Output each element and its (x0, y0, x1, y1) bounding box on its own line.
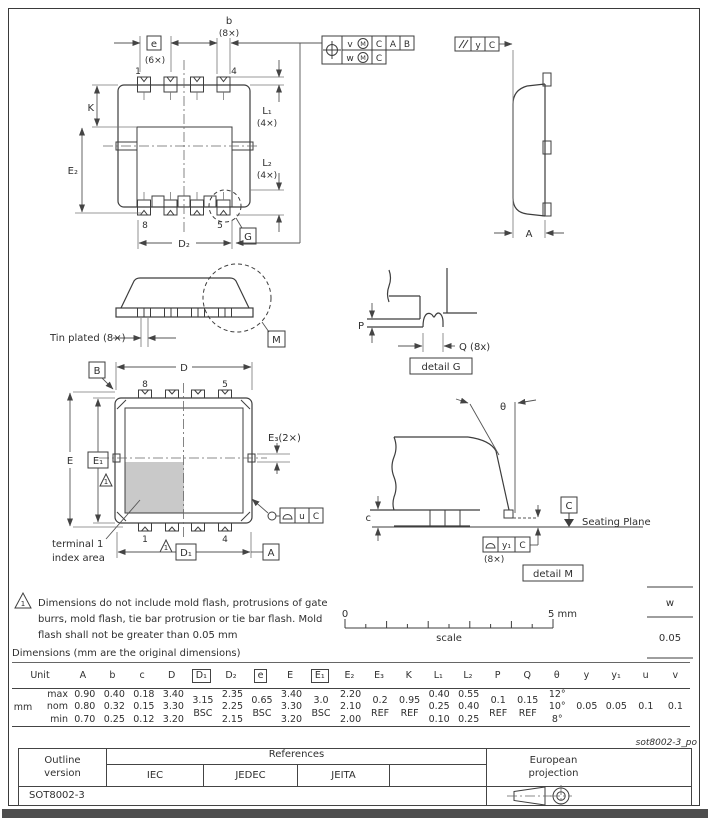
label-L2: L₂ (262, 158, 272, 169)
column-values-E₁: 3.0 BSC (311, 695, 331, 719)
column-header-D₁: D₁ (187, 669, 217, 683)
w-column-value: 0.05 (658, 633, 682, 644)
column-values-A: 0.90 0.80 0.70 (74, 689, 96, 725)
column-values-E₂: 2.20 2.10 2.00 (339, 689, 362, 725)
top-view-pin5: 5 (217, 221, 223, 231)
label-P: P (357, 321, 364, 332)
bottom-view-pin5: 5 (222, 380, 228, 390)
note-line-2: burrs, mold flash, tie bar protrusion or tie bar flash. Mold (38, 614, 323, 625)
column-header-D₂: D₂ (225, 670, 237, 681)
column-header-u: u (642, 670, 649, 681)
column-values-c: 0.18 0.15 0.12 (133, 689, 155, 725)
svg-text:1: 1 (103, 478, 109, 486)
svg-text:1: 1 (20, 600, 26, 608)
frame-y1c: C (519, 541, 526, 551)
bottom-view-pin8: 8 (142, 380, 148, 390)
label-y1-count: (8×) (484, 555, 505, 565)
label-D1: D₁ (180, 548, 192, 559)
reference-table-header-rule (19, 786, 691, 787)
terminal-1-label-line1: terminal 1 (52, 539, 104, 550)
column-header-e: e (246, 669, 276, 683)
label-D: D (180, 363, 188, 374)
outline-version-line2: version (44, 767, 81, 779)
label-Q: Q (8x) (459, 342, 491, 353)
column-header-D: D (168, 670, 176, 681)
datum-A-label: A (267, 548, 275, 559)
label-D2: D₂ (178, 239, 190, 250)
column-header-θ: θ (553, 670, 560, 681)
projection-line2: projection (528, 767, 579, 779)
w-column-header: w (665, 598, 675, 609)
references-header: References (107, 749, 486, 765)
ref-jedec: JEDEC (204, 765, 298, 786)
svg-text:M: M (360, 40, 366, 48)
scale-zero: 0 (341, 609, 349, 620)
dimensions-note: Dimensions (mm are the original dimensions) (12, 648, 241, 659)
frame-y: y (475, 41, 481, 51)
column-header-b: b (109, 670, 116, 681)
references-subrow (107, 765, 486, 786)
outline-version-value: SOT8002-3 (29, 790, 85, 801)
footer-bar (2, 809, 708, 818)
column-header-P: P (494, 670, 501, 681)
detail-m-caption: detail M (533, 569, 573, 580)
column-header-E₂: E₂ (344, 670, 355, 681)
frame-c1: C (375, 40, 383, 50)
column-values-D₂: 2.35 2.25 2.15 (221, 689, 243, 725)
column-values-y₁: 0.05 (605, 701, 627, 713)
label-e-count: (6×) (144, 56, 166, 66)
frame-yc: C (488, 41, 496, 51)
column-values-b: 0.40 0.32 0.25 (103, 689, 125, 725)
frame-uc: C (312, 512, 320, 522)
label-L1-count: (4×) (256, 119, 278, 129)
top-view-pin1: 1 (135, 67, 141, 77)
column-header-y₁: y₁ (611, 670, 621, 681)
table-bottom-rule (12, 726, 690, 727)
seating-plane-label: Seating Plane (582, 517, 651, 528)
column-header-Q: Q (523, 670, 531, 681)
column-header-A: A (79, 670, 87, 681)
column-header-E: E (287, 670, 294, 681)
column-values-y: 0.05 (576, 701, 598, 713)
column-header-K: K (405, 670, 412, 681)
terminal-1-label-line2: index area (52, 553, 105, 564)
label-A-side: A (525, 229, 533, 240)
bottom-view-pin4: 4 (222, 535, 228, 545)
outline-version-header (19, 749, 107, 786)
label-theta: θ (499, 402, 507, 413)
scale-five: 5 mm (548, 609, 578, 620)
frame-w: w (346, 54, 354, 64)
ref-jeita: JEITA (298, 765, 390, 786)
note-line-1: Dimensions do not include mold flash, protrusions of gate (38, 598, 328, 609)
unit-value: mm (13, 702, 33, 713)
column-header-c: c (139, 670, 145, 681)
row-labels: max nom min (46, 689, 68, 725)
column-values-L₁: 0.40 0.25 0.10 (428, 689, 450, 725)
label-K: K (87, 103, 94, 114)
label-c: c (365, 513, 371, 524)
doc-code: sot8002-3_po (635, 738, 697, 748)
frame-y1: y₁ (502, 541, 511, 551)
ref-iec: IEC (107, 765, 204, 786)
label-b: b (225, 16, 233, 27)
column-values-θ: 12° 10° 8° (548, 689, 566, 725)
column-values-D: 3.40 3.30 3.20 (162, 689, 184, 725)
label-E: E (66, 456, 74, 467)
column-values-E₃: 0.2 REF (371, 695, 390, 719)
outline-version-line1: Outline (44, 755, 81, 766)
detail-g-caption: detail G (421, 362, 461, 373)
frame-b: B (403, 40, 411, 50)
datum-C-label: C (565, 501, 573, 512)
column-header-L₂: L₂ (463, 670, 473, 681)
projection-line1: European (529, 755, 578, 766)
svg-text:M: M (360, 54, 366, 62)
column-values-L₂: 0.55 0.40 0.25 (458, 689, 480, 725)
column-values-P: 0.1 REF (489, 695, 508, 719)
label-L1: L₁ (262, 106, 272, 117)
unit-header: Unit (30, 670, 50, 681)
column-values-u: 0.1 (638, 701, 654, 713)
frame-a: A (389, 40, 397, 50)
column-header-y: y (583, 670, 590, 681)
dimension-table-value-row (12, 689, 690, 726)
detail-m-callout-label: M (272, 335, 281, 346)
column-header-L₁: L₁ (433, 670, 443, 681)
label-E2: E₂ (67, 166, 78, 177)
label-E3: E₃(2×) (268, 433, 301, 444)
column-values-Q: 0.15 REF (517, 695, 539, 719)
label-b-count: (8×) (218, 29, 240, 39)
datum-B-label: B (93, 366, 101, 377)
top-view-pin8: 8 (142, 221, 148, 231)
european-projection-header (486, 749, 691, 786)
frame-c2: C (375, 54, 383, 64)
tin-plated-label: Tin plated (8×) (50, 333, 126, 344)
column-header-v: v (672, 670, 679, 681)
column-values-e: 0.65 BSC (251, 695, 273, 719)
column-header-E₃: E₃ (374, 670, 384, 681)
dimension-table-header-row (12, 663, 690, 688)
dimension-table (12, 662, 690, 727)
column-values-K: 0.95 REF (399, 695, 421, 719)
label-e: e (150, 39, 158, 50)
frame-u: u (299, 512, 305, 522)
frame-v: v (347, 40, 353, 50)
ref-empty (390, 765, 486, 786)
datum-G-label: G (244, 232, 252, 243)
bottom-view-pin1: 1 (142, 535, 148, 545)
svg-text:1: 1 (163, 544, 169, 552)
label-L2-count: (4×) (256, 171, 278, 181)
note-line-3: flash shall not be greater than 0.05 mm (38, 630, 238, 641)
label-E1: E₁ (92, 456, 104, 467)
column-values-D₁: 3.15 BSC (192, 695, 214, 719)
column-values-v: 0.1 (667, 701, 683, 713)
column-header-E₁: E₁ (305, 669, 335, 683)
reference-table (18, 748, 692, 806)
column-values-E: 3.40 3.30 3.20 (280, 689, 303, 725)
top-view-pin4: 4 (231, 67, 237, 77)
scale-label: scale (436, 633, 462, 644)
